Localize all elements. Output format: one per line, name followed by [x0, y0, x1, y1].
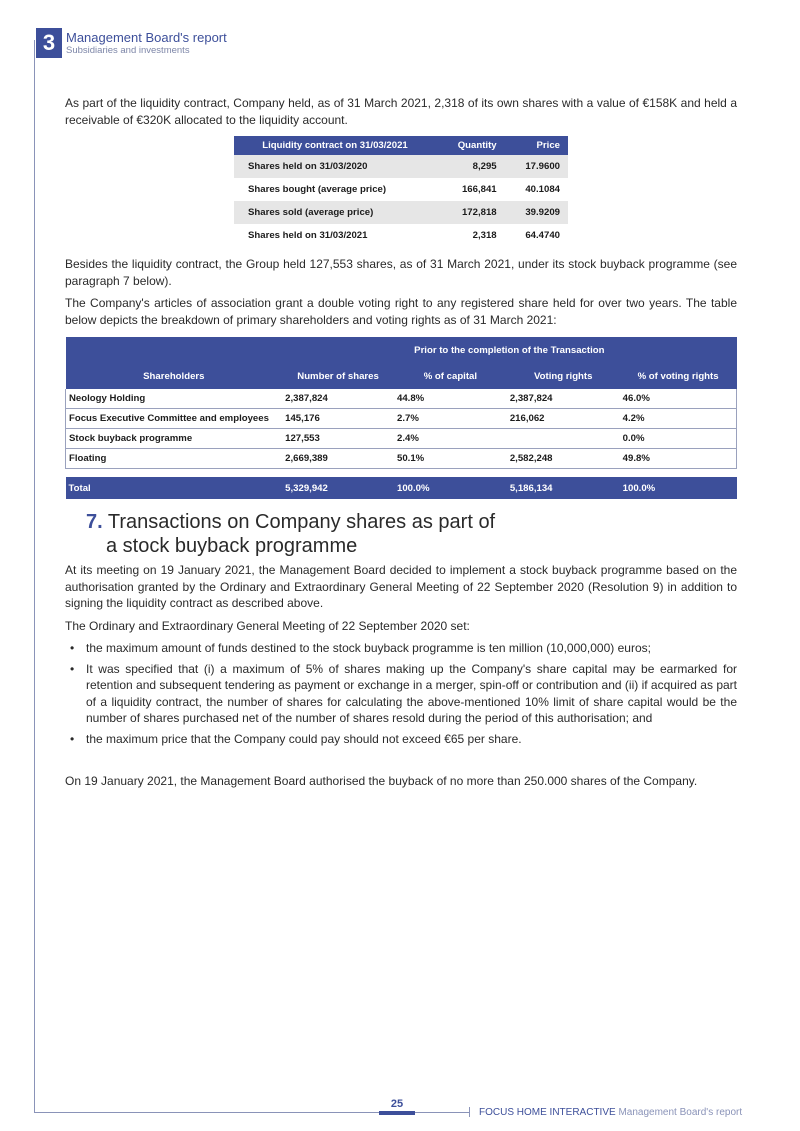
voting-rights [507, 429, 620, 449]
section-7-heading [86, 510, 495, 558]
liquidity-header-quantity: Quantity [436, 136, 505, 155]
total-pct-capital: 100.0% [394, 477, 507, 499]
number-of-shares: 127,553 [282, 429, 394, 449]
number-of-shares: 2,387,824 [282, 389, 394, 409]
total-row [66, 477, 737, 499]
table-row [234, 155, 568, 178]
voting-rights: 2,582,248 [507, 449, 620, 469]
row-price: 39.9209 [505, 201, 568, 224]
header-shareholders: Shareholders [66, 363, 283, 389]
bullet-list [65, 640, 737, 751]
row-quantity: 172,818 [436, 201, 505, 224]
pct-capital: 44.8% [394, 389, 507, 409]
list-item [70, 731, 737, 748]
table-row [66, 409, 737, 429]
list-item [70, 661, 737, 727]
table-row [234, 178, 568, 201]
pct-capital: 2.7% [394, 409, 507, 429]
total-pct-voting-rights: 100.0% [620, 477, 737, 499]
buyback-paragraph: Besides the liquidity contract, the Group held 127,553 shares, as of 31 March 2021, under its stock buyback programme (see paragraph 7 below). [65, 257, 737, 288]
bullet-icon: • [70, 641, 75, 655]
table-spacer [66, 469, 737, 478]
row-quantity: 2,318 [472, 230, 497, 241]
shareholder-name: Focus Executive Committee and employees [66, 409, 283, 429]
pct-capital: 50.1% [394, 449, 507, 469]
group-header: Prior to the completion of the Transaction [282, 337, 736, 363]
shareholder-name: Neology Holding [66, 389, 283, 409]
bullet-icon: • [70, 661, 75, 676]
row-label: Shares bought (average price) [248, 184, 387, 195]
shareholder-name: Floating [66, 449, 283, 469]
row-label: Shares held on 31/03/2021 [248, 230, 368, 241]
section-7-paragraph-2: The Ordinary and Extraordinary General Meeting of 22 September 2020 set: [65, 619, 470, 633]
pct-voting-rights: 49.8% [620, 449, 737, 469]
footer-company: FOCUS HOME INTERACTIVE [479, 1107, 616, 1118]
header-voting-rights: Voting rights [507, 363, 620, 389]
pct-voting-rights: 4.2% [620, 409, 737, 429]
shareholders-table [65, 337, 737, 499]
liquidity-header-label: Liquidity contract on 31/03/2021 [234, 136, 436, 155]
header-subtitle: Subsidiaries and investments [66, 45, 190, 56]
header-number-of-shares: Number of shares [282, 363, 394, 389]
chapter-number: 3 [36, 28, 62, 58]
row-price: 17.9600 [505, 155, 568, 178]
row-quantity: 166,841 [461, 184, 497, 195]
row-label: Shares sold (average price) [234, 201, 436, 224]
list-item [70, 640, 737, 657]
row-price: 64.4740 [525, 230, 560, 241]
frame-left-rule [34, 40, 35, 1113]
shareholders-header-row [66, 363, 737, 389]
pct-capital: 2.4% [394, 429, 507, 449]
header-pct-voting-rights: % of voting rights [620, 363, 737, 389]
footer-report: Management Board's report [618, 1107, 743, 1118]
table-row [234, 224, 568, 247]
page-number: 25 [390, 1098, 404, 1110]
table-row [66, 389, 737, 409]
number-of-shares: 145,176 [282, 409, 394, 429]
shareholder-name: Stock buyback programme [66, 429, 283, 449]
footer [479, 1107, 742, 1118]
section-number: 7. [86, 511, 103, 533]
bullet-icon: • [70, 731, 75, 746]
pct-voting-rights: 0.0% [620, 429, 737, 449]
table-row [66, 429, 737, 449]
table-row [234, 201, 568, 224]
frame-tick [469, 1107, 470, 1117]
header-title: Management Board's report [66, 30, 227, 45]
row-price: 40.1084 [525, 184, 560, 195]
header-pct-capital: % of capital [394, 363, 507, 389]
total-label: Total [66, 477, 283, 499]
section-title-line2: a stock buyback programme [106, 535, 358, 557]
liquidity-table-header [234, 136, 568, 155]
intro-paragraph: As part of the liquidity contract, Company held, as of 31 March 2021, 2,318 of its own shares with a value of €158K and held a receivable of €320K allocated to the liquidity account. [65, 96, 737, 127]
page-number-bar [379, 1111, 415, 1115]
section-7-paragraph-3: On 19 January 2021, the Management Board authorised the buyback of no more than 250.000 shares of the Company. [65, 774, 698, 788]
section-7-paragraph-1: At its meeting on 19 January 2021, the Management Board decided to implement a stock buyback programme based on the authorisation granted by the Ordinary and Extraordinary General Meeting of 22 September 2020 (Resolution 9) in addition to signing the liquidity contract as described above. [65, 563, 737, 610]
number-of-shares: 2,669,389 [282, 449, 394, 469]
list-item-text: It was specified that (i) a maximum of 5% of shares making up the Company's share capital may be earmarked for retention and subsequent tendering as payment or exchange in a merger, spin-off or contribution and (ii) if acquired as part of a liquidity contract, the number of shares for calculating the above-mentioned 10% limit of share capital would be the number of shares purchased net of the number of shares resold during the period of this authorisation; and [86, 661, 737, 725]
voting-rights: 2,387,824 [507, 389, 620, 409]
list-item-text: the maximum amount of funds destined to the stock buyback programme is ten million (10,000,000) euros; [86, 641, 651, 655]
voting-paragraph: The Company's articles of association grant a double voting right to any registered share held for over two years. The table below depicts the breakdown of primary shareholders and voting rights as of 31 March 2021: [65, 296, 737, 327]
shareholders-group-header-row [66, 337, 737, 363]
row-quantity: 8,295 [436, 155, 505, 178]
row-label: Shares held on 31/03/2020 [234, 155, 436, 178]
list-item-text: the maximum price that the Company could pay should not exceed €65 per share. [86, 731, 522, 746]
total-number-of-shares: 5,329,942 [282, 477, 394, 499]
voting-rights: 216,062 [507, 409, 620, 429]
total-voting-rights: 5,186,134 [507, 477, 620, 499]
liquidity-header-price: Price [505, 136, 568, 155]
liquidity-table [234, 136, 568, 247]
section-title-line1: Transactions on Company shares as part of [107, 511, 496, 533]
table-row [66, 449, 737, 469]
pct-voting-rights: 46.0% [620, 389, 737, 409]
